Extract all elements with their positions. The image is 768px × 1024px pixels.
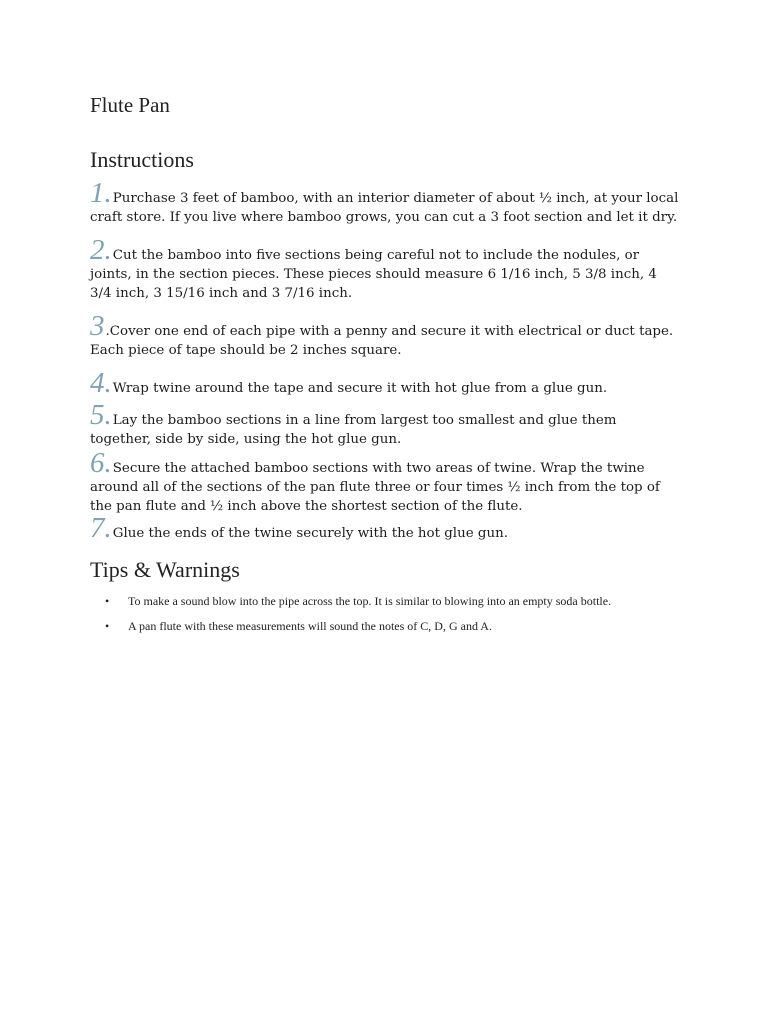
step-number: 3 bbox=[90, 310, 105, 342]
step-1 bbox=[90, 177, 680, 227]
list-item bbox=[90, 594, 690, 609]
tips-heading: Tips & Warnings bbox=[90, 557, 240, 582]
step-text: .Cover one end of each pipe with a penny and secure it with electrical or duct tape. Each piece of tape should be 2 inches square. bbox=[90, 324, 674, 358]
step-3 bbox=[90, 310, 680, 360]
step-6 bbox=[90, 447, 680, 516]
bullet-icon: • bbox=[105, 619, 110, 633]
step-text: Wrap twine around the tape and secure it with hot glue from a glue gun. bbox=[112, 381, 608, 396]
tip-text: To make a sound blow into the pipe across the top. It is similar to blowing into an empty soda bottle. bbox=[128, 594, 612, 608]
step-number: 6. bbox=[90, 447, 112, 479]
tip-text: A pan flute with these measurements will sound the notes of C, D, G and A. bbox=[128, 619, 492, 633]
tips-list bbox=[90, 594, 690, 644]
step-text: Glue the ends of the twine securely with the hot glue gun. bbox=[112, 526, 508, 541]
list-item bbox=[90, 619, 690, 634]
step-2 bbox=[90, 234, 680, 303]
step-number: 4. bbox=[90, 367, 112, 399]
page-title: Flute Pan bbox=[90, 93, 170, 117]
step-number: 7. bbox=[90, 512, 112, 544]
step-number: 1. bbox=[90, 177, 112, 209]
bullet-icon: • bbox=[105, 594, 110, 608]
step-text: Purchase 3 feet of bamboo, with an interior diameter of about ½ inch, at your local craft store. If you live where bamboo grows, you can cut a 3 foot section and let it dry. bbox=[90, 191, 679, 225]
instructions-heading: Instructions bbox=[90, 147, 194, 172]
step-text: Cut the bamboo into five sections being careful not to include the nodules, or joints, in the section pieces. These pieces should measure 6 1/16 inch, 5 3/8 inch, 4 3/4 inch, 3 15/16 inch and 3 7/16 inch. bbox=[90, 248, 657, 301]
step-number: 5. bbox=[90, 399, 112, 431]
step-7 bbox=[90, 512, 680, 544]
step-number: 2. bbox=[90, 234, 112, 266]
step-4 bbox=[90, 367, 680, 399]
step-text: Secure the attached bamboo sections with two areas of twine. Wrap the twine around all of the sections of the pan flute three or four times ½ inch from the top of the pan flute and ½ inch above the shortest section of the flute. bbox=[90, 461, 660, 514]
step-5 bbox=[90, 399, 680, 449]
step-text: Lay the bamboo sections in a line from largest too smallest and glue them together, side by side, using the hot glue gun. bbox=[90, 413, 617, 447]
